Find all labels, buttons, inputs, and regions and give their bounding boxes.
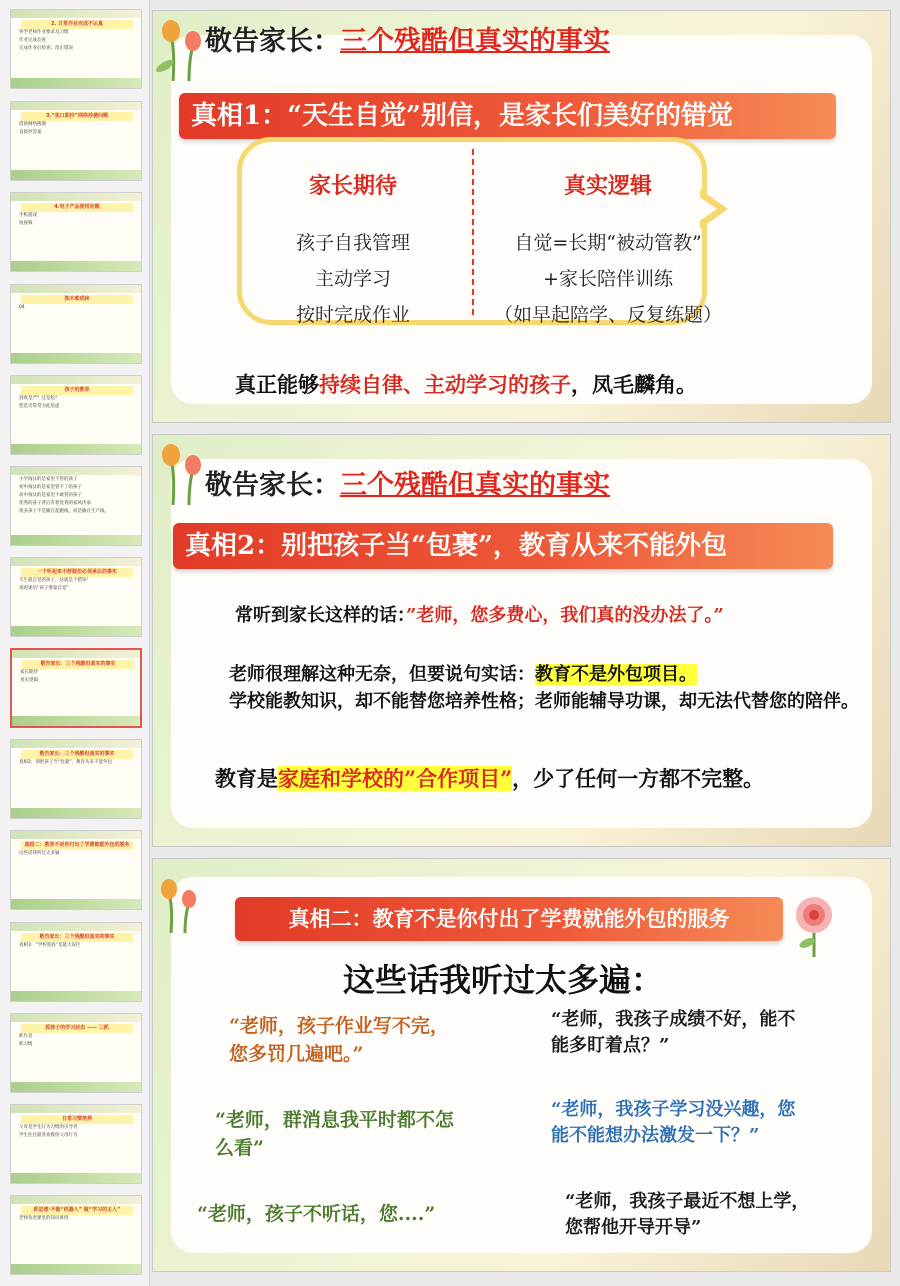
- thumbnail-line: 借助网络搜题: [19, 122, 46, 127]
- logic-item: +家长陪伴训练: [543, 268, 673, 290]
- thumbnail-line: 天生就自觉的孩子，这就是个错误！: [19, 578, 91, 583]
- section-heading: 这些话我听过太多遍：: [343, 961, 664, 999]
- thumbnail-line: 到底是严？还是松？: [19, 396, 60, 401]
- slide-title: 敬告家长：三个残酷但真实的事实: [205, 470, 610, 501]
- parent-expectation-heading: 家长期待: [308, 173, 397, 199]
- logic-list: [483, 225, 733, 333]
- thumbnail-title: 敬告家长：三个残酷但真实的事实: [22, 660, 134, 669]
- thumbnail-line: 高中淘汰的是家里不敢管的孩子: [19, 493, 82, 499]
- thumbnail-line: 04: [19, 305, 25, 310]
- thumbnail-line: 抓习惯: [19, 1042, 33, 1048]
- expectation-list: [273, 225, 433, 333]
- expectation-item: 主动学习: [314, 268, 391, 290]
- parent-quote: “老师，我孩子成绩不好，能不 能多盯着点？”: [551, 1009, 796, 1057]
- slide-title: 敬告家长：三个残酷但真实的事实: [205, 26, 610, 57]
- thumbnail-line: 小学淘汰的是家里不管的孩子: [19, 477, 78, 482]
- slide-1[interactable]: [152, 10, 891, 423]
- slide-thumbnail[interactable]: [10, 192, 142, 272]
- parent-quote: “老师，孩子不听话，您....”: [197, 1203, 436, 1225]
- slide-2[interactable]: [152, 434, 891, 847]
- slide-thumbnail[interactable]: [10, 466, 142, 546]
- thumbnail-title: 敬告家长：三个残酷但真实的事实: [21, 750, 133, 759]
- slide-thumbnail[interactable]: [10, 1104, 142, 1184]
- thumbnail-title: 一个听起来不舒服但必须承认的事实: [21, 568, 133, 577]
- slide-thumbnail-panel: [0, 0, 150, 1286]
- slide-thumbnail[interactable]: [10, 922, 142, 1002]
- partnership-statement: 教育是家庭和学校的”合作项目”，少了任何一方都不完整。: [215, 766, 765, 791]
- thumbnail-line: 各学老师作业要求及习惯: [19, 30, 69, 35]
- thumbnail-title: 孩子的教育: [21, 386, 133, 395]
- logic-item: （如早起陪学、反复练题）: [493, 304, 722, 326]
- thumbnail-line: 直接抄答案: [19, 130, 42, 136]
- expectation-item: 孩子自我管理: [295, 232, 410, 254]
- divider: [472, 149, 474, 315]
- parent-quote: 常听到家长这样的话：”老师，您多费心，我们真的没办法了。”: [235, 605, 724, 626]
- flower-icon: [153, 435, 213, 505]
- thumbnail-line: 抓作息: [19, 1034, 33, 1039]
- slide-thumbnail[interactable]: [10, 284, 142, 364]
- thumbnail-line: 老师负责课堂的知识讲授: [19, 1216, 69, 1221]
- slide-thumbnail[interactable]: [10, 557, 142, 637]
- thumbnail-line: 这些话我听过太多遍: [19, 851, 60, 856]
- parent-quote: “老师，孩子作业写不完， 您多罚几遍吧。”: [229, 1015, 449, 1065]
- thumbnail-line: 您是否常常为此焦虑: [19, 404, 60, 410]
- thumbnail-line: 作业完成态度: [19, 38, 46, 44]
- truth-2-banner: 真相2：别把孩子当“包裹”，教育从来不能外包: [173, 523, 833, 569]
- thumbnail-line: 真相3：“学校兜底”是最大误区: [19, 943, 81, 948]
- thumbnail-line: 初中淘汰的是家里管不了的孩子: [19, 485, 82, 491]
- explanation-paragraph: 老师很理解这种无奈，但要说句实话：教育不是外包项目。 学校能教知识，却不能替您培养性格；老师能辅导功课，却无法代替您的陪伴。: [229, 664, 859, 712]
- thumbnail-title: 真相二：教育不是你付出了学费就能外包的服务: [21, 841, 133, 850]
- slide-thumbnail[interactable]: [10, 830, 142, 910]
- slide-thumbnail[interactable]: [10, 739, 142, 819]
- thumbnail-title: 独木难成林: [21, 295, 133, 304]
- thumbnail-line: 完成作业后检查，改正错误: [19, 46, 73, 52]
- slide-thumbnail[interactable]: [10, 9, 142, 89]
- expectation-item: 按时完成作业: [295, 304, 410, 326]
- truth-2-banner: 真相二：教育不是你付出了学费就能外包的服务: [235, 897, 783, 941]
- slide-thumbnail[interactable]: [10, 648, 142, 728]
- slide-thumbnail[interactable]: [10, 375, 142, 455]
- thumbnail-line: 真实逻辑: [20, 678, 38, 684]
- parent-quote: “老师，群消息我平时都不怎 么看”: [215, 1109, 454, 1159]
- thumbnail-line: 学生往往最喜欢模仿父母行为: [19, 1133, 78, 1139]
- thumbnail-line: 别再迷信“孩子要靠自觉”: [19, 586, 69, 592]
- thumbnail-line: 父母是学生行为习惯的引导者: [19, 1125, 78, 1130]
- thumbnail-line: 短视频: [19, 221, 33, 227]
- parent-quote: “老师，我孩子学习没兴趣，您 能不能想办法激发一下？”: [551, 1099, 796, 1147]
- flower-icon: [789, 893, 839, 957]
- thumbnail-title: 2. 日常作业完成不认真: [21, 20, 133, 29]
- slide-3[interactable]: [152, 858, 891, 1272]
- slide-thumbnail[interactable]: [10, 1195, 142, 1275]
- real-logic-heading: 真实逻辑: [563, 173, 652, 199]
- thumbnail-title: 4.电子产品使用问题: [21, 203, 133, 212]
- thumbnail-line: 家长期待: [20, 670, 38, 675]
- thumbnail-title: 抓孩子的学习状态 —— 三抓: [21, 1024, 133, 1033]
- thumbnail-title: 日常习惯培养: [21, 1115, 133, 1124]
- flower-icon: [153, 11, 213, 81]
- conclusion-text: 真正能够持续自律、主动学习的孩子，凤毛麟角。: [235, 372, 697, 397]
- logic-item: 自觉=长期“被动管教”: [514, 232, 702, 254]
- thumbnail-title: 敬告家长：三个残酷但真实的事实: [21, 933, 133, 942]
- thumbnail-line: 手机游戏: [19, 213, 37, 218]
- truth-1-banner: 真相1：“天生自觉”别信，是家长们美好的错觉: [179, 93, 836, 139]
- parent-quote: “老师，我孩子最近不想上学， 您帮他开导开导”: [565, 1191, 810, 1239]
- thumbnail-line: 真相2：别把孩子当“包裹”，教育从来不能外包: [19, 760, 113, 765]
- slide-thumbnail[interactable]: [10, 1013, 142, 1093]
- thumbnail-line: 很多孩子不是输在起跑线，而是输在生产线。: [19, 509, 109, 515]
- slide-thumbnail[interactable]: [10, 101, 142, 181]
- thumbnail-title: 抓思想·不做“机器人” 做“学习的主人”: [21, 1206, 133, 1215]
- thumbnail-title: 3.“张口即抄”网络抄袭问题: [21, 112, 133, 121]
- flower-icon: [153, 873, 203, 933]
- thumbnail-line: 优秀的孩子背后有着优秀的家风传承: [19, 501, 91, 507]
